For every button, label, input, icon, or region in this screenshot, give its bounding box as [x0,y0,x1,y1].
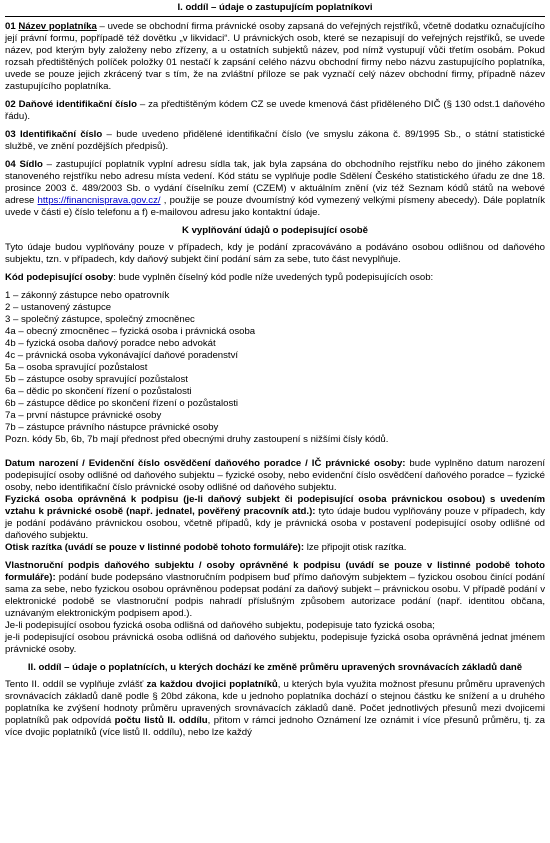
item-text-fyzicka-osoba: tyto údaje budou vyplňovány pouze v případech, kdy je podání podáváno právnickou osobou, včetně případů, kdy je právnická osoba v postavení podepisující osoby odlišné od daňového subjektu. [5,506,545,541]
item-text-razitko: lze připojit otisk razítka. [304,542,407,553]
item-text-sidlo-2: , použije se pouze dvoumístný kód vymezený velkými písmeny abecedy). Dále poplatník uvede v části e) číslo telefonu a f) e-mailovou adresu jako kontaktní údaje. [5,195,545,218]
section-heading-oddil-2: II. oddíl – údaje o poplatnících, u kterých dochází ke změně průměru upravených srovnávacích základů daně [27,662,523,673]
paragraph-vlastnorucni-podpis [5,560,545,620]
code-list-item: 7b – zástupce právního nástupce právnické osoby [5,422,219,433]
paragraph-nazev-poplatnika [5,21,545,93]
item-text-ic: – bude uvedeno přidělené identifikační číslo (ve smyslu zákona č. 89/1995 Sb., o státní statistické službě, ve znění pozdějších předpisů). [5,129,545,152]
code-list-item: 4c – právnická osoba vykonávající daňové poradenství [5,350,239,361]
paragraph-podpis-fyzicka: Je-li podepisující osobou fyzická osoba odlišná od daňového subjektu, podepisuje tato fyzická osoba; [5,620,435,631]
item-title-dic: 02 Daňové identifikační číslo [5,99,137,110]
code-list-note: Pozn. kódy 5b, 6b, 7b mají přednost před obecnými druhy zastoupení s nižšími čísly kódů. [5,434,389,445]
oddil-2-bold-2: počtu listů II. oddílu [114,715,208,726]
item-number-01: 01 [5,21,19,32]
section-heading-podepisujici-osoba: K vyplňování údajů o podepisující osobě [181,225,369,236]
financni-sprava-link[interactable]: https://financnisprava.gov.cz/ [37,195,161,206]
oddil-2-text-3: , přitom v rámci jednoho Oznámení lze oznámit i více přesunů průměru, tj. za více dvojic poplatníků (více listů II. oddílu), nebo lze každý [5,715,545,738]
item-title-sidlo: 04 Sídlo [5,159,43,170]
item-title-fyzicka-osoba: Fyzická osoba oprávněná k podpisu (je-li daňový subjekt či podepisující osoba právnickou osobou) s uvedením vztahu k právnické osobě (např. jednatel, pověřený pracovník atd.): [5,494,545,517]
paragraph-kod-podepisujici [5,272,545,284]
item-title-razitko: Otisk razítka (uvádí se pouze v listinné podobě tohoto formuláře): [5,542,305,553]
code-list-item: 4b – fyzická osoba daňový poradce nebo advokát [5,338,216,349]
paragraph-oddil-2 [5,679,545,739]
code-list-item: 4a – obecný zmocněnec – fyzická osoba i právnická osoba [5,326,256,337]
paragraph-intro-podepisujici: Tyto údaje budou vyplňovány pouze v případech, kdy je podání zpracováváno a podáváno osobou odlišnou od daňového subjektu, tzn. v případech, kdy daňový subjekt činí podání sám za sebe, tuto část nevyplňuje. [5,242,545,265]
paragraph-otisk-razitka [5,542,545,554]
item-title-nazev-poplatnika: Název poplatníka [18,21,97,32]
code-list-item: 5a – osoba spravující pozůstalost [5,362,148,373]
item-title-ic: 03 Identifikační číslo [5,129,103,140]
item-title-datum: Datum narození / Evidenční číslo osvědčení daňového poradce / IČ právnické osoby: [5,458,406,469]
code-list-item: 6b – zástupce dědice po skončení řízení o pozůstalosti [5,398,239,409]
code-list-item: 6a – dědic po skončení řízení o pozůstalosti [5,386,192,397]
paragraph-podpis-pravnicka: je-li podepisující osobou právnická osoba odlišná od daňového subjektu, podepisuje fyzická osoba oprávněná jednat jménem právnické osoby. [5,632,545,655]
item-text-podpis: podání bude podepsáno vlastnoručním podpisem buď přímo daňovým subjektem – fyzickou osobou činící podání sama za sebe, nebo fyzickou osobou oprávněnou podepsat podání za daňový subjekt – právnickou osobu. V případě podání v elektronické podobě se vlastnoruční podpis nahradí příslušným způsobem autorizace podání (např. identitou občana, uznávaným elektronickým podpisem apod.). [5,572,545,619]
code-list-item: 5b – zástupce osoby spravující pozůstalost [5,374,188,385]
oddil-2-bold-1: za každou dvojici poplatníků [146,679,278,690]
oddil-2-text-2: , u kterých byla využita možnost přesunu průměru upravených srovnávacích základů daně podle § 20bd zákona, kde u jednoho poplatníka dochází o stejnou částku ke snížení a u druhého poplatníka ke zvýšení hodnoty průměru upravených srovnávacích základů daně. Počet jednotlivých přesunů mezi dvojicemi poplatníků pak odpovídá [5,679,545,726]
item-title-podpis: Vlastnoruční podpis daňového subjektu / osoby oprávněné k podpisu (uvádí se pouze v listinné podobě tohoto formuláře): [5,560,545,583]
paragraph-fyzicka-osoba [5,494,545,542]
paragraph-dic [5,99,545,123]
item-text-dic: – za předtištěným kódem CZ se uvede kmenová část přiděleného DIČ (§ 130 odst.1 daňového řádu). [5,99,545,122]
section-heading-oddil-1: I. oddíl – údaje o zastupujícím poplatníkovi [5,2,545,17]
paragraph-ic [5,129,545,153]
oddil-2-text-1: Tento II. oddíl se vyplňuje zvlášť [5,679,147,690]
item-text-sidlo-1: – zastupující poplatník vyplní adresu sídla tak, jak byla zapsána do obchodního rejstříku nebo do jiného zákonem stanoveného rejstříku nebo adresu místa vedení. Kód státu se vyplňuje podle Sdělení Českého statistického úřadu ze dne 18. prosince 2003 č. 489/2003 Sb. o vydání číselníku zemí (CZEM) v aktuálním znění (viz též Seznam kódů států na webové adrese [5,159,545,206]
code-list [5,290,545,446]
paragraph-sidlo [5,159,545,219]
code-list-item: 3 – společný zástupce, společný zmocněnec [5,314,195,325]
paragraph-datum-narozeni [5,458,545,494]
item-title-kod: Kód podepisující osoby [5,272,114,283]
item-text-kod: : bude vyplněn číselný kód podle níže uvedených typů podepisujících osob: [113,272,434,283]
code-list-item: 1 – zákonný zástupce nebo opatrovník [5,290,170,301]
code-list-item: 2 – ustanovený zástupce [5,302,112,313]
item-text-nazev-poplatnika: – uvede se obchodní firma právnické osoby zapsaná do veřejných rejstříků, včetně dodatku označujícího její právní formu, popřípadě též dovětku „v likvidaci“. U právnických osob, které se nezapisují do veřejných rejstříků, se uvede název, pod kterým byly založeny nebo zřízeny, a u ostatních subjektů název, pod nímž vystupují vůči třetím osobám. Pokud rozsah předtištěných políček položky 01 nestačí k zapsání celého názvu obchodní firmy nebo názvu zastupujícího poplatníka, uvede se pouze jejich zkrácený tvar s tím, že na zvláštní příloze se pak vyznačí celý název obchodní firmy, případně název zastupujícího poplatníka. [5,21,546,92]
item-text-datum: bude vyplněno datum narození podepisující osoby odlišné od daňového subjektu – fyzické osoby, nebo evidenční číslo osvědčení daňového poradce – fyzické osoby, nebo identifikační číslo právnické osoby odlišné od daňového subjektu. [5,458,545,493]
code-list-item: 7a – první nástupce právnické osoby [5,410,162,421]
